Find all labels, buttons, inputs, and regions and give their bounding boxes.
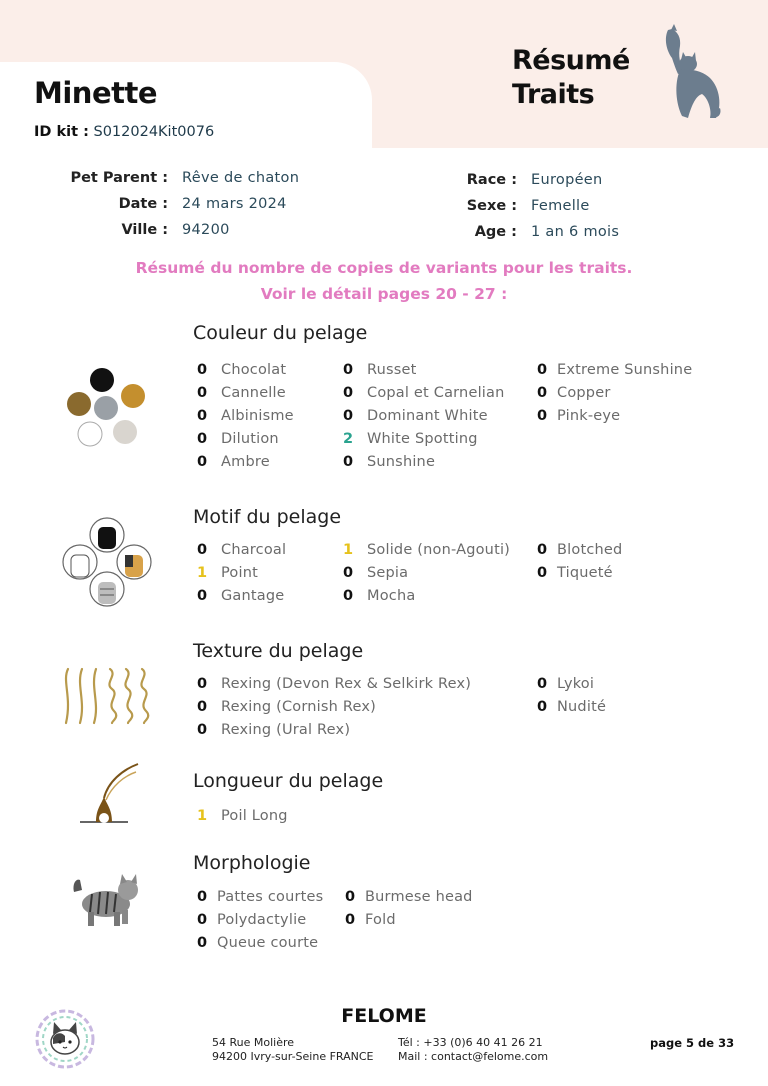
info-pet-parent <box>60 170 299 196</box>
section-title-texture: Texture du pelage <box>193 640 364 662</box>
trait-count: 0 <box>343 454 354 470</box>
trait-count: 0 <box>537 385 548 401</box>
info-value: Européen <box>531 172 603 188</box>
trait-label: Rexing (Cornish Rex) <box>221 699 376 715</box>
footer-contact <box>398 1036 548 1064</box>
trait-item <box>197 808 288 824</box>
trait-item <box>197 722 350 738</box>
trait-label: Extreme Sunshine <box>557 362 693 378</box>
trait-label: Rexing (Ural Rex) <box>221 722 351 738</box>
footer-brand: FELOME <box>341 1005 427 1027</box>
trait-label: Queue courte <box>217 935 319 951</box>
report-title-line1: Résumé <box>512 45 630 76</box>
trait-count: 0 <box>197 385 208 401</box>
trait-count: 0 <box>537 676 548 692</box>
trait-count: 0 <box>197 889 208 905</box>
trait-count: 0 <box>345 912 356 928</box>
section-title-morpho: Morphologie <box>193 852 311 874</box>
info-value: 94200 <box>182 222 230 238</box>
report-title <box>512 44 630 112</box>
trait-label: Cannelle <box>221 385 286 401</box>
trait-label: Chocolat <box>221 362 287 378</box>
trait-label: Blotched <box>557 542 623 558</box>
trait-count: 0 <box>537 408 548 424</box>
trait-label: Dilution <box>221 431 279 447</box>
trait-count: 2 <box>343 431 354 447</box>
trait-item <box>197 699 376 715</box>
trait-item <box>343 385 505 401</box>
trait-item <box>197 565 258 581</box>
trait-item <box>197 362 286 378</box>
trait-item <box>343 362 417 378</box>
trait-count: 0 <box>343 588 354 604</box>
trait-count: 1 <box>197 808 208 824</box>
trait-item <box>343 454 435 470</box>
trait-item <box>343 565 408 581</box>
kit-value: S012024Kit0076 <box>93 124 215 140</box>
trait-item <box>197 588 284 604</box>
trait-count: 0 <box>343 565 354 581</box>
trait-label: Rexing (Devon Rex & Selkirk Rex) <box>221 676 472 692</box>
trait-count: 1 <box>343 542 354 558</box>
info-label: Age : <box>474 224 517 240</box>
trait-count: 0 <box>343 408 354 424</box>
info-right <box>440 172 619 250</box>
trait-count: 0 <box>537 362 548 378</box>
trait-label: Sepia <box>367 565 409 581</box>
trait-count: 0 <box>537 699 548 715</box>
trait-item <box>537 699 606 715</box>
info-label: Ville : <box>121 222 168 238</box>
trait-item <box>537 565 613 581</box>
footer-address-line1: 54 Rue Molière <box>212 1036 295 1049</box>
info-label: Pet Parent : <box>70 170 168 186</box>
info-age <box>440 224 619 250</box>
trait-item <box>197 431 279 447</box>
trait-item <box>197 408 294 424</box>
kit-id <box>34 124 214 140</box>
color-palette-icon <box>62 366 152 450</box>
cat-name: Minette <box>34 76 158 110</box>
trait-label: Mocha <box>367 588 416 604</box>
trait-item <box>345 912 396 928</box>
info-label: Date : <box>118 196 168 212</box>
info-race <box>440 172 619 198</box>
trait-item <box>537 408 620 424</box>
footer-address <box>212 1036 374 1064</box>
summary-line1: Résumé du nombre de copies de variants pour les traits. <box>135 259 633 277</box>
trait-count: 0 <box>197 542 208 558</box>
summary-line2: Voir le détail pages 20 - 27 : <box>260 285 508 303</box>
trait-label: Lykoi <box>557 676 595 692</box>
trait-count: 0 <box>197 408 208 424</box>
trait-item <box>537 385 611 401</box>
trait-count: 0 <box>537 542 548 558</box>
trait-count: 0 <box>197 699 208 715</box>
trait-label: Pink-eye <box>557 408 621 424</box>
trait-label: Tiqueté <box>557 565 613 581</box>
trait-item <box>197 935 318 951</box>
info-value: Femelle <box>531 198 590 214</box>
info-ville <box>60 222 299 248</box>
footer-mail: Mail : contact@felome.com <box>398 1050 549 1063</box>
trait-item <box>197 385 286 401</box>
trait-item <box>197 889 323 905</box>
trait-count: 0 <box>345 889 356 905</box>
trait-item <box>345 889 473 905</box>
tabby-cat-icon <box>70 870 146 930</box>
trait-label: Fold <box>365 912 396 928</box>
trait-count: 1 <box>197 565 208 581</box>
trait-item <box>343 542 510 558</box>
trait-count: 0 <box>343 385 354 401</box>
trait-count: 0 <box>537 565 548 581</box>
trait-label: Charcoal <box>221 542 287 558</box>
trait-item <box>343 408 488 424</box>
info-value: 24 mars 2024 <box>182 196 287 212</box>
trait-label: Poil Long <box>221 808 288 824</box>
trait-item <box>343 431 478 447</box>
trait-label: Gantage <box>221 588 285 604</box>
cat-silhouette-icon <box>658 24 724 124</box>
info-date <box>60 196 299 222</box>
trait-item <box>537 542 622 558</box>
trait-label: Russet <box>367 362 417 378</box>
paw-pattern-icon <box>60 515 154 609</box>
trait-item <box>343 588 415 604</box>
hair-texture-icon <box>60 667 152 727</box>
trait-count: 0 <box>197 588 208 604</box>
trait-label: Burmese head <box>365 889 473 905</box>
kit-label: ID kit : <box>34 124 89 140</box>
info-value: Rêve de chaton <box>182 170 300 186</box>
trait-count: 0 <box>343 362 354 378</box>
trait-label: Polydactylie <box>217 912 307 928</box>
trait-item <box>197 454 270 470</box>
trait-item <box>197 912 306 928</box>
trait-count: 0 <box>197 431 208 447</box>
trait-count: 0 <box>197 676 208 692</box>
footer-phone: Tél : +33 (0)6 40 41 26 21 <box>398 1036 543 1049</box>
info-label: Sexe : <box>466 198 517 214</box>
footer-address-line2: 94200 Ivry-sur-Seine FRANCE <box>212 1050 374 1063</box>
trait-count: 0 <box>197 935 208 951</box>
trait-count: 0 <box>197 722 208 738</box>
trait-item <box>197 542 286 558</box>
trait-label: Ambre <box>221 454 270 470</box>
trait-label: Albinisme <box>221 408 294 424</box>
trait-label: Copper <box>557 385 611 401</box>
trait-item <box>197 676 471 692</box>
info-value: 1 an 6 mois <box>531 224 620 240</box>
section-title-longueur: Longueur du pelage <box>193 770 384 792</box>
trait-label: Pattes courtes <box>217 889 324 905</box>
page-number: page 5 de 33 <box>650 1036 735 1050</box>
trait-count: 0 <box>197 362 208 378</box>
report-title-line2: Traits <box>512 79 595 110</box>
trait-label: Copal et Carnelian <box>367 385 505 401</box>
trait-label: Point <box>221 565 259 581</box>
trait-count: 0 <box>197 454 208 470</box>
section-title-couleur: Couleur du pelage <box>193 322 368 344</box>
info-sexe <box>440 198 619 224</box>
hair-follicle-icon <box>76 762 142 826</box>
trait-label: Solide (non-Agouti) <box>367 542 511 558</box>
section-title-motif: Motif du pelage <box>193 506 342 528</box>
trait-label: White Spotting <box>367 431 478 447</box>
trait-count: 0 <box>197 912 208 928</box>
info-left <box>60 170 299 248</box>
trait-label: Nudité <box>557 699 607 715</box>
trait-item <box>537 362 692 378</box>
trait-label: Sunshine <box>367 454 436 470</box>
info-label: Race : <box>466 172 517 188</box>
trait-item <box>537 676 594 692</box>
trait-label: Dominant White <box>367 408 488 424</box>
